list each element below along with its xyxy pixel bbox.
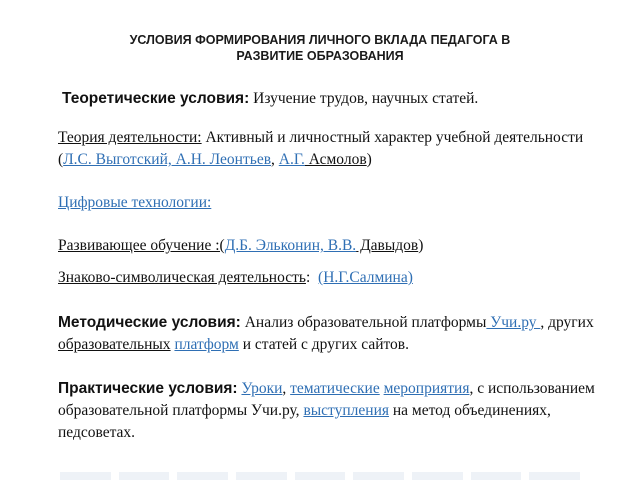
events-link[interactable]: мероприятия bbox=[383, 380, 470, 397]
practical-sep-1: , bbox=[282, 380, 291, 397]
title-line-1: УСЛОВИЯ ФОРМИРОВАНИЯ ЛИЧНОГО ВКЛАДА ПЕДАГОГА В bbox=[129, 33, 511, 47]
developing-close-paren: ) bbox=[418, 237, 424, 254]
symbolic-activity bbox=[58, 267, 598, 289]
digital-tech-link[interactable]: Цифровые технологии: bbox=[58, 194, 212, 211]
thematic-link[interactable]: тематические bbox=[290, 380, 380, 397]
symbolic-colon: : bbox=[305, 269, 319, 286]
methodical-text-3: и статей с других сайтов. bbox=[238, 336, 410, 353]
symbolic-label[interactable]: Знаково-символическая деятельность bbox=[58, 269, 306, 286]
asmolov-link[interactable]: А.Г. bbox=[278, 151, 305, 168]
educational-link[interactable]: образовательных bbox=[58, 336, 171, 353]
developing-open-paren: ( bbox=[219, 237, 225, 254]
platforms-link[interactable]: платформ bbox=[174, 336, 239, 353]
practical-text-2: на метод объединениях, педсоветах. bbox=[58, 402, 551, 441]
methodical-label: Методические условия: bbox=[58, 314, 241, 331]
lessons-link[interactable]: Уроки bbox=[241, 380, 283, 397]
practical-text-1: , с использованием образовательной платформы Учи.ру, bbox=[58, 380, 595, 419]
uchi-ru-link[interactable]: Учи.ру bbox=[486, 314, 541, 331]
salmina-link[interactable]: (Н.Г.Салмина) bbox=[318, 269, 413, 286]
methodical-text-1: Анализ образовательной платформы bbox=[240, 314, 487, 331]
slide-title bbox=[40, 32, 600, 64]
methodical-conditions bbox=[58, 312, 598, 356]
asmolov-text[interactable]: Асмолов bbox=[304, 151, 367, 168]
activity-text-1: Активный и личностный характер учебной деятельности ( bbox=[58, 129, 584, 168]
theoretical-conditions bbox=[62, 88, 602, 110]
decorative-bottom-strip bbox=[60, 472, 580, 480]
theoretical-label: Теоретические условия: bbox=[62, 90, 250, 107]
activity-close-paren: ) bbox=[366, 151, 372, 168]
digital-technologies bbox=[58, 192, 598, 214]
activity-theory bbox=[58, 127, 598, 171]
speeches-link[interactable]: выступления bbox=[303, 402, 389, 419]
developing-learning bbox=[58, 235, 598, 257]
practical-label: Практические условия: bbox=[58, 380, 238, 397]
developing-label[interactable]: Развивающее обучение : bbox=[58, 237, 220, 254]
activity-label[interactable]: Теория деятельности: bbox=[58, 129, 202, 146]
vygotsky-leontiev-link[interactable]: Л.С. Выготский, А.Н. Леонтьев bbox=[63, 151, 272, 168]
davydov-text[interactable]: Давыдов bbox=[356, 237, 419, 254]
methodical-text-2: , других bbox=[540, 314, 594, 331]
theoretical-text: Изучение трудов, научных статей. bbox=[249, 90, 479, 107]
activity-separator: , bbox=[271, 151, 279, 168]
elkonin-davydov-link[interactable]: Д.Б. Эльконин, В.В. bbox=[224, 237, 357, 254]
practical-conditions bbox=[58, 378, 598, 444]
title-line-2: РАЗВИТИЕ ОБРАЗОВАНИЯ bbox=[236, 49, 404, 63]
